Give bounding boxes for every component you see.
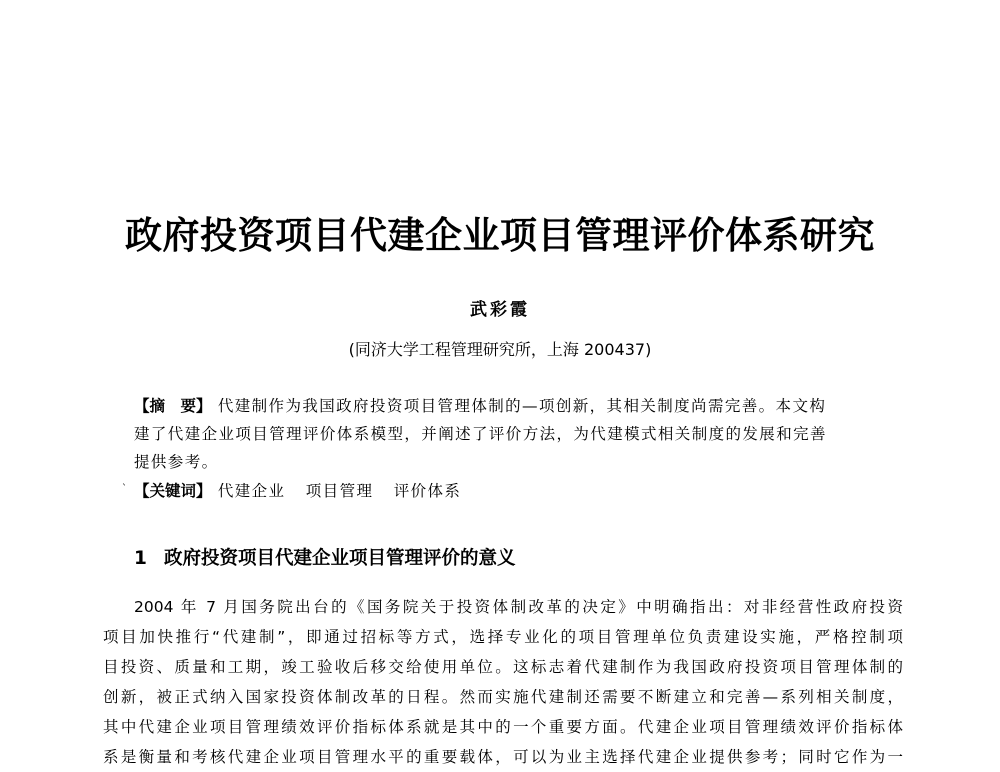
paper-title: 政府投资项目代建企业项目管理评价体系研究 bbox=[125, 213, 875, 257]
section-heading bbox=[134, 546, 516, 572]
body-line: 目投资、质量和工期，竣工验收后移交给使用单位。这标志着代建制作为我国政府投资项目管理体制的 bbox=[103, 658, 903, 676]
body-paragraph bbox=[103, 592, 903, 772]
abstract-text: 代建制作为我国政府投资项目管理体制的—项创新，其相关制度尚需完善。本文构 bbox=[217, 397, 827, 415]
body-line: 创新，被正式纳入国家投资体制改革的日程。然而实施代建制还需要不断建立和完善—系列相关制度， bbox=[103, 688, 903, 706]
author-affiliation: (同济大学工程管理研究所，上海 200437) bbox=[348, 340, 652, 359]
body-line: 其中代建企业项目管理绩效评价指标体系就是其中的一个重要方面。代建企业项目管理绩效评价指标体 bbox=[103, 718, 903, 736]
keywords-label: 【关键词】 bbox=[134, 482, 212, 500]
section-number: 1 bbox=[134, 548, 147, 569]
abstract-line bbox=[134, 392, 870, 420]
author-name: 武彩霞 bbox=[470, 300, 530, 320]
abstract-line: 提供参考。 bbox=[134, 453, 219, 471]
scan-artifact-dot: ˋ bbox=[122, 484, 127, 495]
abstract-label: 【摘 要】 bbox=[134, 397, 212, 415]
keyword: 评价体系 bbox=[393, 482, 462, 500]
section-title: 政府投资项目代建企业项目管理评价的意义 bbox=[164, 548, 516, 569]
body-line: 2004 年 7 月国务院出台的《国务院关于投资体制改革的决定》中明确指出：对非经营性政府投资 bbox=[134, 598, 903, 616]
body-line: 项目加快推行“代建制”，即通过招标等方式，选择专业化的项目管理单位负责建设实施，严格控制项 bbox=[103, 628, 903, 646]
keyword: 项目管理 bbox=[305, 482, 374, 500]
abstract bbox=[134, 392, 870, 476]
body-line: 系是衡量和考核代建企业项目管理水平的重要载体，可以为业主选择代建企业提供参考；同时它作为一 bbox=[103, 748, 903, 766]
keywords bbox=[134, 478, 461, 504]
keyword: 代建企业 bbox=[217, 482, 286, 500]
abstract-line: 建了代建企业项目管理评价体系模型，并阐述了评价方法，为代建模式相关制度的发展和完善 bbox=[134, 425, 827, 443]
